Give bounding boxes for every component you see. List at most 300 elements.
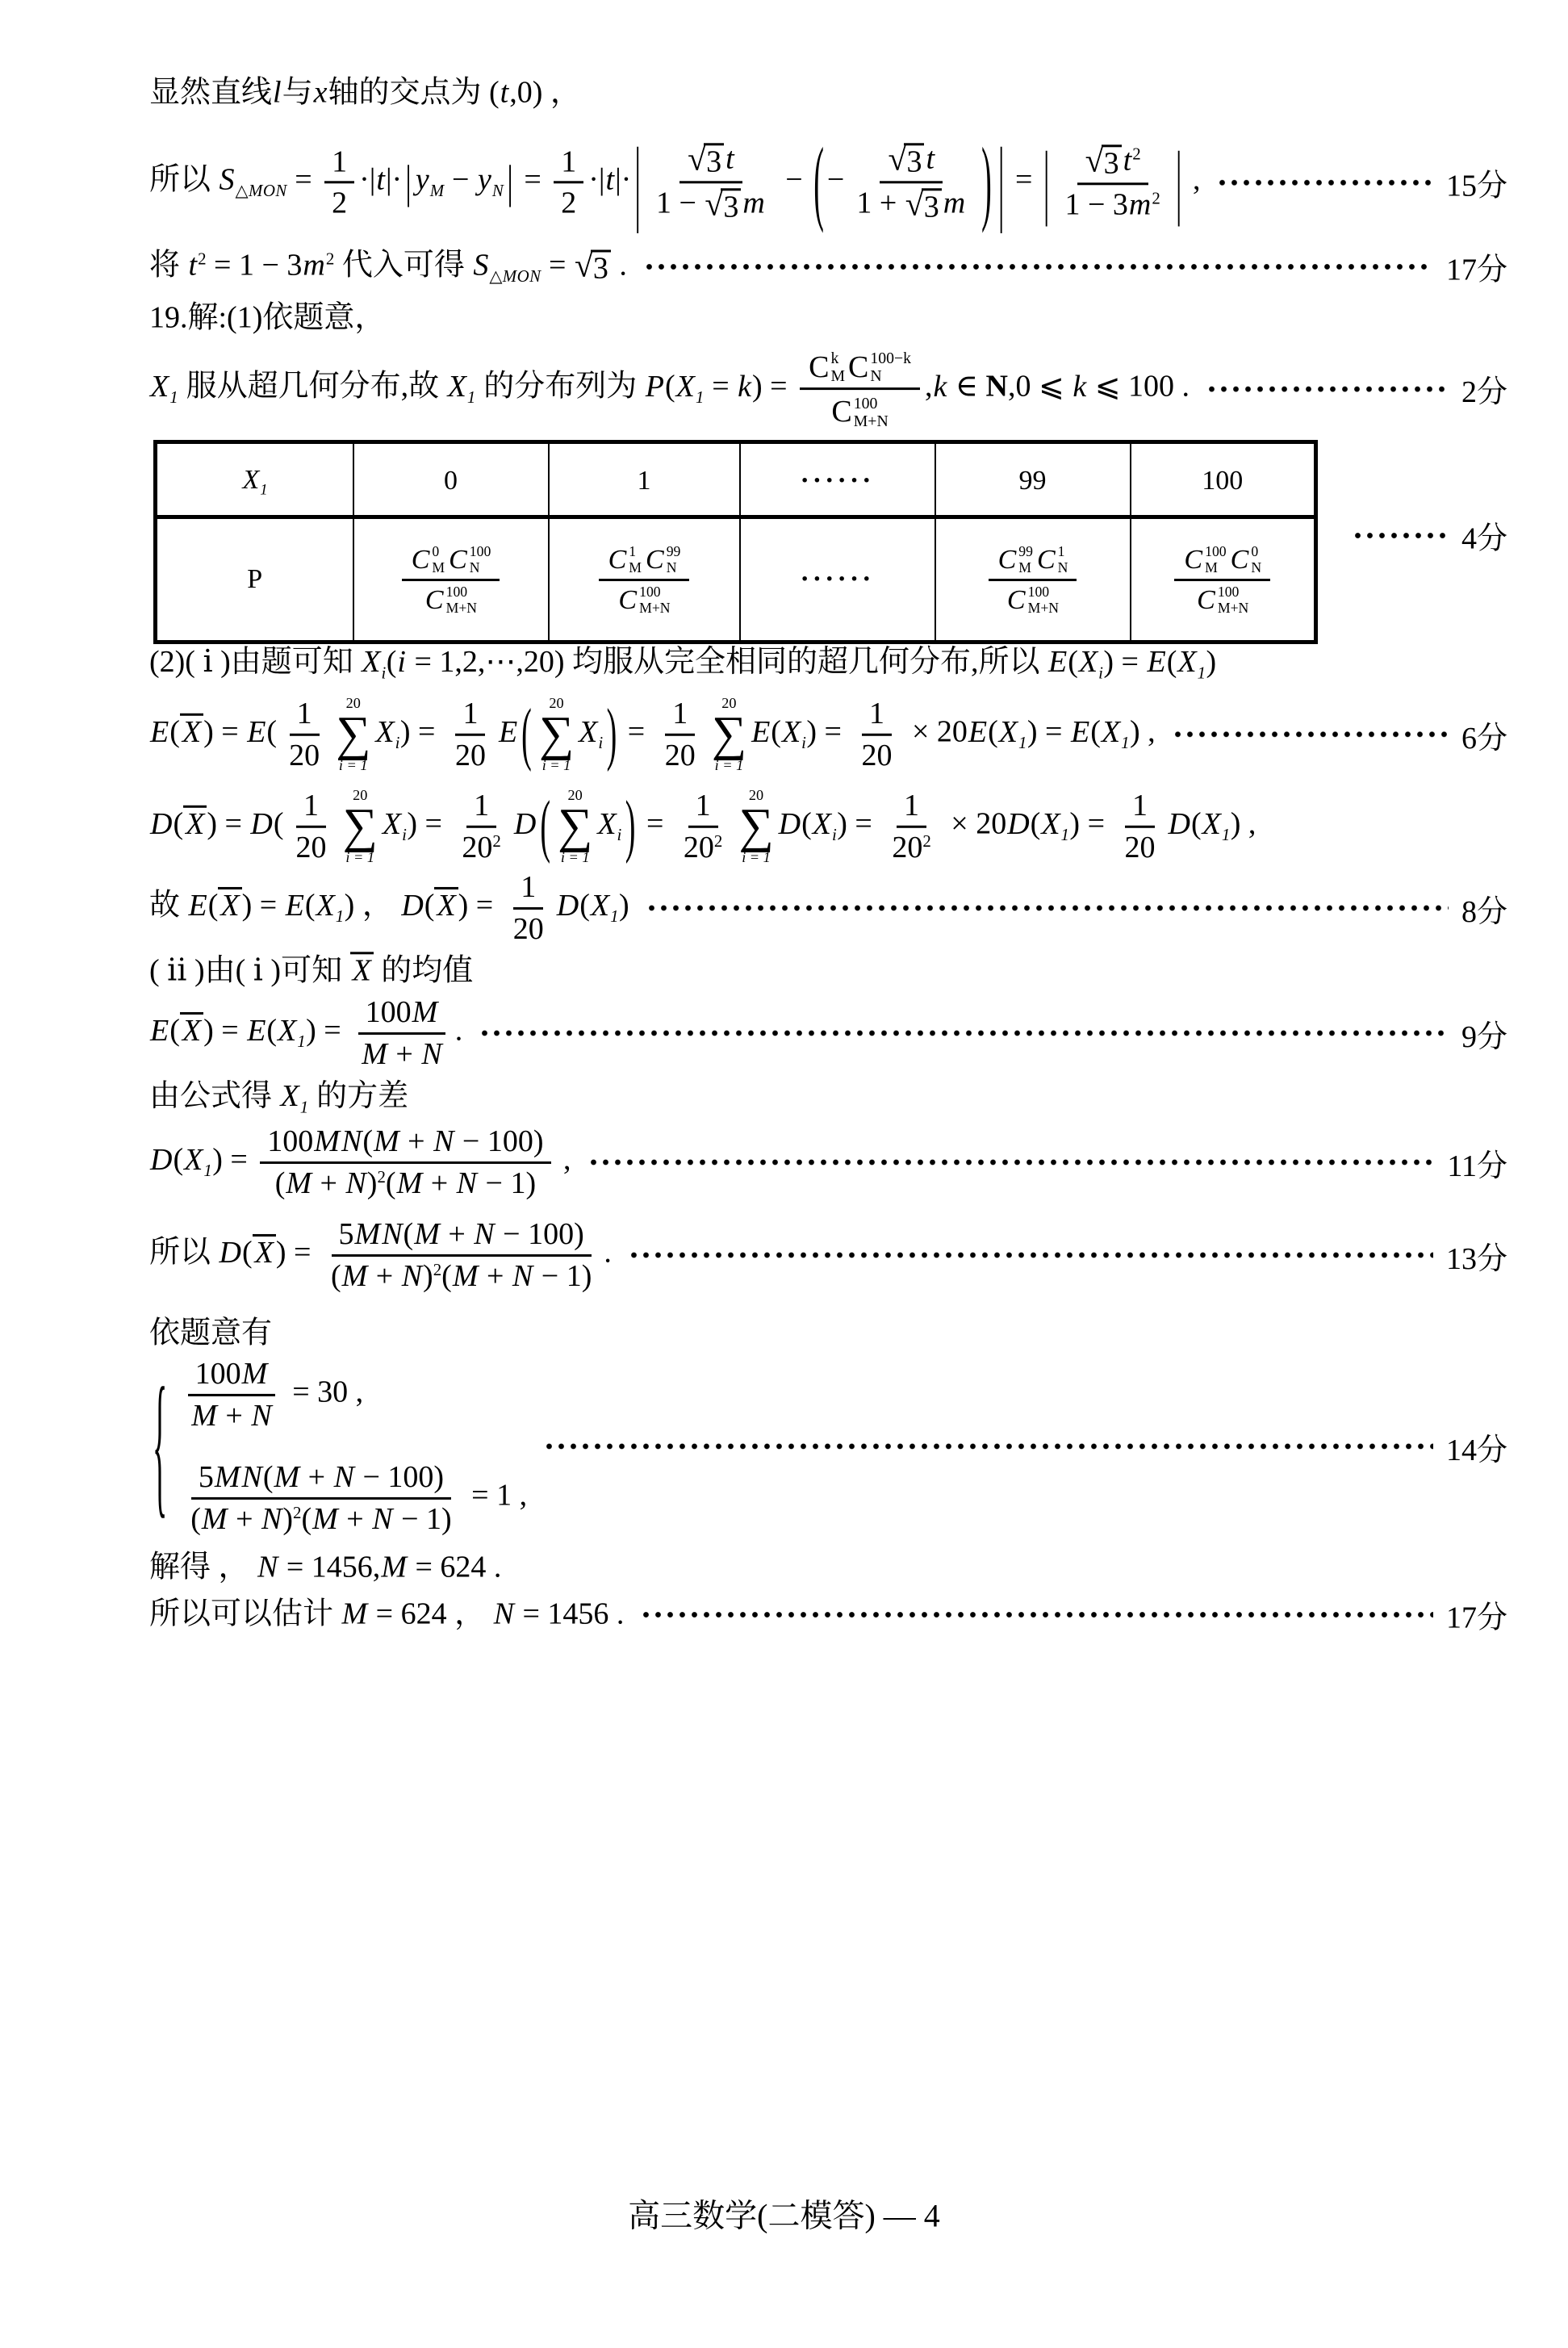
table-cell: [935, 442, 1131, 517]
fraction-denominator: [183, 1396, 279, 1433]
combination-symbol: [1230, 544, 1261, 576]
score-badge: 2分: [1461, 375, 1507, 410]
math-text: 的均值: [373, 953, 474, 988]
math-variable: E: [247, 1013, 266, 1048]
mean-bar-variable: X: [180, 714, 203, 749]
math-expression: [149, 1124, 571, 1200]
math-text: × 20: [904, 714, 968, 749]
math-variable: M: [274, 1460, 300, 1494]
math-variable: M: [241, 1356, 268, 1391]
math-text: .: [454, 1013, 463, 1048]
math-subscript: 1: [169, 387, 179, 408]
math-text: ) =: [207, 806, 250, 841]
solution-line: [149, 348, 1507, 430]
table-cell: [549, 442, 740, 517]
math-variable: P: [645, 369, 664, 404]
math-text: 所以可以估计: [149, 1597, 341, 1631]
fraction-numerator: [290, 697, 320, 736]
math-text: 代入可得: [334, 248, 473, 283]
math-text: 解得 ，: [149, 1550, 257, 1584]
math-text: +: [440, 1216, 474, 1251]
combination-superscript: k: [830, 349, 839, 368]
combination-scripts: [854, 395, 889, 430]
sigma-symbol: ∑: [738, 798, 774, 853]
combination-subscript: N: [1057, 559, 1068, 575]
math-subscript: 1: [1018, 733, 1027, 753]
math-text: = 1 ,: [463, 1478, 528, 1513]
fraction-denominator: [454, 827, 508, 864]
equation-system: [178, 1357, 527, 1536]
fraction-denominator: [1057, 185, 1167, 222]
combination-superscript: 100: [445, 583, 468, 600]
math-variable: N: [421, 1036, 442, 1071]
math-text: −: [777, 162, 811, 197]
math-text: +: [300, 1460, 333, 1494]
math-expression: [984, 543, 1082, 617]
math-text: 20: [892, 830, 923, 864]
math-text: ) =: [241, 888, 285, 923]
math-variable: X: [382, 806, 402, 841]
fraction: [1057, 143, 1167, 222]
fraction: [402, 543, 500, 617]
stretched-bracket: (: [540, 787, 550, 866]
math-text: 20: [683, 830, 714, 864]
solution-line: [149, 1124, 1507, 1200]
fraction-denominator: [1118, 827, 1163, 864]
math-expression: [149, 695, 1156, 774]
math-text: ,0 ⩽: [1007, 369, 1073, 404]
math-text: +: [217, 1398, 251, 1433]
math-text: (: [169, 714, 180, 749]
math-expression: [149, 642, 1216, 684]
score-badge: 9分: [1461, 1019, 1507, 1054]
fraction: [884, 789, 938, 864]
math-variable: N: [512, 1258, 533, 1293]
combination-superscript: 0: [432, 542, 440, 559]
math-text: − 1): [478, 1166, 537, 1200]
math-text: 1: [672, 696, 688, 730]
fraction-numerator: [332, 1217, 592, 1257]
sum-lower-limit: i = 1: [345, 848, 374, 865]
fraction: [989, 543, 1077, 617]
fraction-numerator: [599, 543, 690, 581]
math-variable: E: [150, 714, 169, 749]
math-text: ) =: [752, 369, 796, 404]
fraction-denominator: [448, 735, 493, 772]
math-variable: l: [273, 75, 282, 110]
system-row: [178, 1460, 527, 1536]
score-badge: 4分: [1461, 521, 1507, 556]
math-text: 2: [332, 186, 348, 220]
table-row: [156, 442, 1316, 517]
math-text: (: [801, 806, 812, 841]
sigma-symbol: ∑: [336, 706, 371, 761]
radical: [888, 140, 924, 179]
math-text: (: [1068, 645, 1078, 680]
stretched-bracket: ): [606, 695, 617, 774]
math-text: − 100): [354, 1460, 445, 1494]
math-variable: X: [1177, 645, 1197, 680]
math-text: (: [771, 714, 781, 749]
combination-superscript: 99: [666, 542, 681, 559]
math-variable: M: [214, 1460, 240, 1494]
math-variable: x: [313, 75, 328, 110]
math-text: ) =: [1027, 714, 1070, 749]
math-variable: M: [341, 1258, 368, 1293]
math-subscript: 1: [1060, 825, 1070, 845]
math-text: 1 − 3: [1064, 187, 1128, 222]
radicand: [721, 188, 741, 224]
math-text: .: [611, 248, 627, 283]
stretched-bracket: |: [507, 157, 513, 208]
math-text: 100: [1202, 466, 1244, 496]
math-variable: X: [812, 806, 831, 841]
solution-line: [149, 1547, 1507, 1587]
math-subscript: i: [832, 825, 838, 845]
math-variable: k: [933, 369, 947, 404]
fraction: [554, 144, 583, 220]
math-text: (: [1030, 806, 1041, 841]
math-text: ,: [925, 369, 933, 404]
dotted-leader: [643, 262, 1433, 270]
fraction-numerator: [665, 697, 695, 736]
combination-subscript: N: [1251, 559, 1262, 575]
combination-symbol: [448, 544, 491, 576]
combination-subscript: M+N: [1217, 599, 1249, 616]
table-row: [156, 517, 1316, 642]
dotted-leader: [1172, 730, 1449, 739]
math-text: 99: [1018, 466, 1047, 496]
dotted-leader: [543, 1442, 1433, 1450]
math-superscript: 2: [1132, 144, 1141, 164]
combination-scripts: [470, 544, 491, 576]
math-text: ∈: [947, 369, 986, 404]
math-variable: M: [414, 1216, 440, 1251]
combination-symbol: [997, 544, 1033, 576]
math-superscript: 2: [922, 831, 931, 851]
math-expression: [149, 870, 629, 946]
sum-lower-limit: i = 1: [714, 756, 744, 773]
fraction-numerator: [1125, 789, 1155, 828]
math-variable: E: [188, 888, 207, 923]
math-text: ) =: [203, 714, 247, 749]
math-variable: N: [341, 1124, 362, 1158]
fraction: [282, 697, 327, 772]
math-text: ) =: [306, 1013, 349, 1048]
math-variable: X: [447, 369, 466, 404]
math-subscript: 1: [695, 387, 705, 408]
math-text: 100: [365, 994, 412, 1029]
math-variable: X: [781, 714, 801, 749]
sigma-symbol: ∑: [711, 706, 747, 761]
math-text: 5: [338, 1216, 354, 1251]
table-cell: [740, 517, 935, 642]
fraction-numerator: [324, 144, 354, 184]
math-variable: N: [401, 1258, 423, 1293]
fraction-numerator: [897, 789, 926, 828]
combination-scripts: [629, 544, 642, 576]
combination-superscript: 100: [1027, 583, 1050, 600]
math-expression: [149, 73, 581, 112]
distribution-table: [153, 440, 1318, 644]
math-variable: M: [341, 1597, 368, 1631]
stretched-bracket: ): [625, 787, 636, 866]
radicand: [1102, 144, 1122, 180]
math-expression: [149, 1313, 272, 1353]
math-subscript: N: [491, 181, 504, 201]
fraction-numerator: [679, 141, 742, 183]
math-text: 5: [198, 1460, 214, 1494]
math-text: (: [241, 1235, 253, 1270]
score-badge: 13分: [1445, 1241, 1507, 1276]
fraction-denominator: [676, 827, 730, 864]
math-text: 的方差: [308, 1079, 409, 1114]
math-variable: N: [345, 1166, 366, 1200]
mean-bar-variable: X: [350, 952, 374, 987]
math-variable: X: [1101, 714, 1121, 749]
sum-lower-limit: i = 1: [338, 756, 368, 773]
math-text: (: [1190, 806, 1202, 841]
combination-subscript: M+N: [639, 599, 671, 616]
math-variable: N: [474, 1216, 495, 1251]
solution-line: [149, 1593, 1507, 1637]
combination-superscript: 100: [853, 394, 878, 412]
math-text: |·: [615, 162, 632, 197]
mean-bar-variable: X: [180, 1012, 203, 1048]
fraction: [854, 697, 899, 772]
combination-scripts: [667, 544, 681, 576]
solution-line: [149, 129, 1507, 236]
math-text: ) =: [458, 888, 501, 923]
math-variable: E: [751, 714, 771, 749]
combination-scripts: [432, 544, 445, 576]
math-text: − 100): [495, 1216, 584, 1251]
math-text: ): [1206, 645, 1217, 680]
math-variable: M: [373, 1124, 399, 1158]
radical: [905, 185, 942, 224]
solution-line: [149, 1217, 1507, 1293]
ellipsis-dots: ······: [800, 563, 875, 594]
math-superscript: 2: [713, 831, 723, 851]
fraction-numerator: [455, 697, 485, 736]
fraction-denominator: [268, 1164, 543, 1201]
combination-scripts: [639, 584, 670, 617]
math-expression: [594, 543, 695, 617]
fraction-numerator: [1077, 143, 1148, 185]
math-subscript: i: [598, 733, 604, 753]
fraction-denominator: [282, 735, 327, 772]
combination-C: C: [1036, 544, 1056, 575]
math-variable: m: [1128, 187, 1152, 222]
fraction: [260, 1124, 550, 1200]
math-text: = 1 − 3: [206, 248, 303, 283]
stretched-bracket: ): [981, 129, 992, 236]
fraction: [506, 870, 551, 946]
math-variable: S: [473, 248, 489, 283]
math-variable: m: [943, 186, 966, 220]
math-variable: X: [280, 1079, 299, 1114]
combination-superscript: 100: [1217, 583, 1240, 600]
math-expression: [149, 245, 627, 287]
math-expression: [149, 1357, 527, 1536]
stretched-bracket: |: [1043, 136, 1050, 228]
system-row: [178, 1357, 363, 1433]
math-text: ): [618, 888, 629, 923]
math-text: × 20: [943, 806, 1007, 841]
fraction-numerator: [188, 1357, 276, 1396]
math-variable: D: [513, 806, 537, 841]
combination-symbol: [645, 544, 680, 576]
math-variable: t: [605, 162, 615, 197]
math-subscript: △MON: [235, 181, 287, 201]
math-subscript: 1: [299, 1097, 309, 1117]
fraction-denominator: [324, 1257, 599, 1294]
math-superscript: 2: [377, 1166, 386, 1187]
math-text: ) =: [212, 1142, 256, 1177]
math-variable: X: [278, 1013, 297, 1048]
math-text: = 1,2,⋯,20) 均服从完全相同的超几何分布,所以: [406, 645, 1048, 680]
combination-symbol: [809, 349, 845, 385]
stretched-bracket: |: [405, 157, 412, 208]
math-text: (: [190, 1501, 201, 1536]
math-variable: X: [184, 1142, 203, 1177]
math-expression: [149, 1077, 408, 1119]
radical-sign: √: [905, 185, 924, 223]
math-superscript: 2: [325, 249, 335, 269]
math-text: 20: [861, 738, 893, 772]
math-variable: D: [1168, 806, 1190, 841]
math-text: 1: [474, 788, 490, 822]
stretched-bracket: |: [1175, 136, 1182, 228]
math-text: (: [266, 1013, 278, 1048]
math-text: +: [423, 1166, 456, 1200]
fraction: [289, 789, 334, 864]
math-variable: M: [381, 1550, 407, 1584]
math-variable: X: [242, 465, 260, 496]
math-expression: [1019, 463, 1047, 499]
score-badge: 6分: [1461, 721, 1507, 755]
math-text: 的分布列为: [475, 369, 645, 404]
summation: [343, 787, 378, 866]
combination-C: C: [831, 395, 852, 429]
math-variable: M: [396, 1166, 423, 1200]
math-text: ) =: [399, 714, 443, 749]
math-superscript: 2: [433, 1259, 442, 1279]
combination-symbol: [1196, 584, 1248, 617]
radicand: [904, 144, 924, 179]
math-variable: X: [1041, 806, 1060, 841]
fraction: [324, 144, 354, 220]
fraction-numerator: [554, 144, 583, 184]
combination-symbol: [1183, 544, 1226, 576]
combination-superscript: 0: [1251, 542, 1259, 559]
math-text: 轴的交点为 (: [328, 75, 500, 110]
math-subscript: 1: [1221, 825, 1231, 845]
combination-superscript: 1: [629, 542, 637, 559]
math-expression: [638, 463, 651, 499]
combination-subscript: M: [432, 559, 445, 575]
math-expression: [149, 298, 385, 337]
radical: [1085, 144, 1122, 180]
math-text: 与: [282, 75, 313, 110]
fraction-numerator: [880, 141, 943, 183]
fraction-numerator: [862, 697, 892, 736]
math-text: −: [444, 162, 477, 197]
math-text: =: [638, 806, 671, 841]
ellipsis-dots: ······: [800, 466, 875, 496]
combination-C: C: [424, 584, 444, 615]
combination-superscript: 100: [1205, 542, 1227, 559]
solution-line: [149, 245, 1507, 289]
math-text: |·: [385, 162, 403, 197]
combination-C: C: [1184, 544, 1203, 575]
math-expression: [149, 1217, 612, 1293]
math-expression: [149, 1594, 624, 1634]
math-subscript: 1: [610, 906, 619, 927]
fraction-denominator: [183, 1500, 458, 1537]
solution-line: [149, 787, 1507, 866]
math-text: ) =: [275, 1235, 319, 1270]
table-cell: [353, 517, 549, 642]
summation: [336, 695, 370, 774]
math-expression: [149, 129, 1201, 236]
math-expression: [247, 562, 262, 597]
solution-line: [149, 695, 1507, 774]
math-variable: X: [998, 714, 1018, 749]
math-text: 1: [303, 788, 320, 822]
combination-scripts: [870, 349, 911, 385]
combination-scripts: [830, 349, 845, 385]
fraction-numerator: [513, 870, 543, 910]
math-variable: t: [500, 75, 509, 110]
math-text: .: [604, 1235, 612, 1270]
fraction: [599, 543, 690, 617]
math-text: (: [273, 806, 284, 841]
fraction: [849, 141, 973, 223]
fraction: [454, 789, 508, 864]
math-subscript: M: [429, 181, 445, 201]
math-superscript: 2: [293, 1502, 302, 1522]
math-text: 0: [444, 466, 458, 496]
solution-line: [149, 1357, 1507, 1536]
radicand: [922, 188, 942, 224]
math-text: 3: [706, 144, 722, 179]
math-text: =: [704, 369, 738, 404]
math-text: ·|: [359, 162, 376, 197]
math-variable: E: [1048, 645, 1068, 680]
combination-subscript: N: [870, 367, 882, 386]
math-subscript: △MON: [489, 266, 541, 286]
math-text: =: [541, 248, 574, 283]
combination-scripts: [1028, 584, 1059, 617]
math-variable: N: [456, 1166, 478, 1200]
summation: [738, 787, 773, 866]
math-text: (: [424, 888, 435, 923]
math-subscript: i: [617, 825, 622, 845]
math-variable: D: [1007, 806, 1030, 841]
math-text: ): [423, 1258, 433, 1293]
fraction-denominator: [854, 735, 899, 772]
combination-subscript: M: [1018, 559, 1031, 575]
math-expression: [800, 562, 874, 597]
math-text: ( ⅱ )由( ⅰ )可知: [149, 953, 350, 988]
table-cell: [156, 442, 353, 517]
combination-scripts: [1251, 544, 1261, 576]
math-text: 1: [637, 466, 651, 496]
fraction: [658, 697, 703, 772]
fraction-denominator: [658, 735, 703, 772]
math-expression: [1169, 543, 1275, 617]
